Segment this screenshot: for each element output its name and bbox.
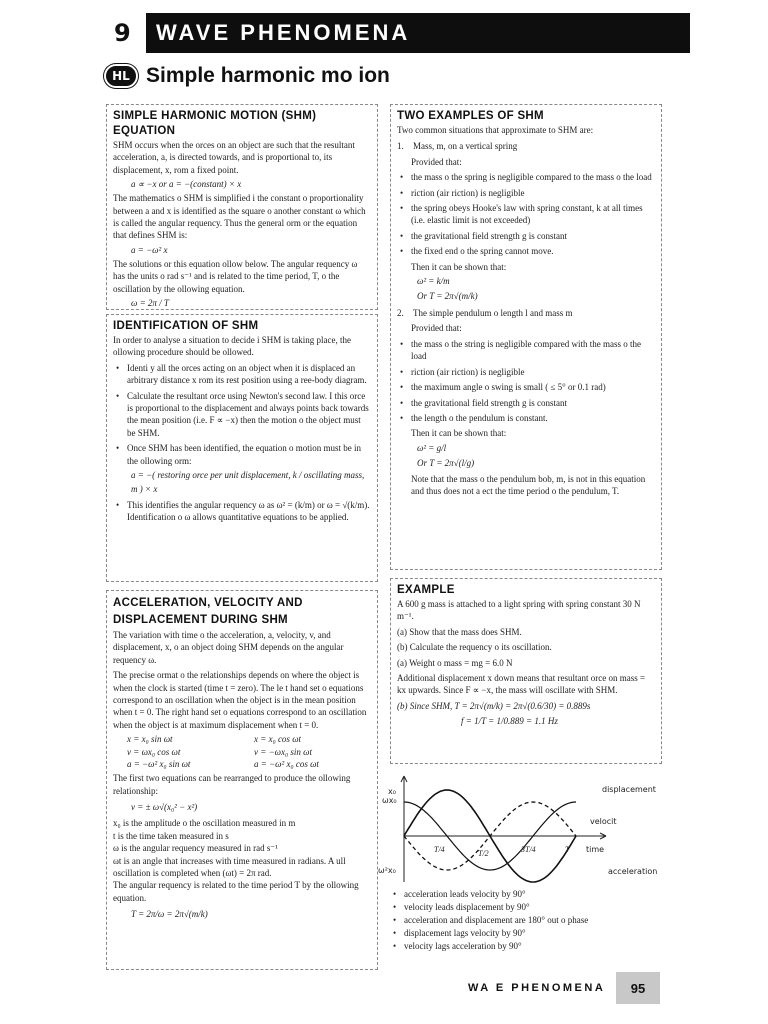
- label-velocity: velocit: [590, 817, 617, 826]
- two-examples-box: [390, 104, 662, 570]
- list-item: • the gravitational field strength g is constant: [397, 397, 655, 409]
- item-text: The simple pendulum o length l and mass m: [413, 308, 573, 319]
- list-item: • the spring obeys Hooke's law with spring constant, k at all times (i.e. elastic limit is not exceeded): [397, 202, 655, 227]
- label-acceleration: acceleration: [608, 867, 658, 876]
- equation: Or T = 2π√(l/g): [417, 457, 475, 468]
- question: (b) Calculate the requency o its oscillation.: [397, 642, 552, 653]
- list-item: • the fixed end o the spring cannot move.: [397, 245, 655, 257]
- box-heading: ACCELERATION, VELOCITY AND DISPLACEMENT DURING SHM: [113, 597, 303, 626]
- pendulum-conditions: [397, 338, 655, 424]
- paragraph: In order to analyse a situation to decide i SHM is taking place, the ollowing procedure should be ollowed.: [113, 335, 351, 358]
- tick-label: T/4: [434, 845, 445, 854]
- label: Provided that:: [411, 156, 462, 167]
- shm-equation-box: [106, 104, 378, 310]
- paragraph: The mathematics o SHM is simplified i the constant o proportionality between a and x is identified as the square o another constant ω which is called the angular requency. Thus the general orm or the equation that defines SHM is:: [113, 193, 366, 241]
- y-label-x0: x₀: [388, 787, 396, 796]
- paragraph: Note that the mass o the pendulum bob, m, is not in this equation and thus does not a ect the time period o the pendulum, T.: [411, 473, 646, 497]
- box-heading: SIMPLE HARMONIC MOTION (SHM) EQUATION: [113, 110, 317, 137]
- phase-note: • acceleration leads velocity by 90°: [392, 888, 662, 901]
- section-title: [104, 62, 390, 90]
- shm-graph: [374, 772, 666, 888]
- x-label: time: [586, 845, 605, 854]
- y-label-wx0: ωx₀: [382, 796, 397, 805]
- paragraph: The variation with time o the acceleration, a, velocity, v, and displacement, x, o an object doing SHM depends on the angular requency ω.: [113, 630, 344, 665]
- paragraph: The solutions or this equation ollow below. The angular requency ω has the units o rad s⁻¹ and is related to the time period, T, o the oscillation by the ollowing equation.: [113, 258, 358, 294]
- y-label-w2x0: ω²x₀: [378, 866, 396, 875]
- equation: a = −ω² x₀ sin ωt: [127, 759, 191, 770]
- answer: Additional displacement x down means that resultant orce on mass = kx upwards. Since F ∝ −x, the mass will oscillate with SHM.: [397, 673, 646, 696]
- label: Provided that:: [411, 323, 462, 334]
- equation: ω = 2π / T: [131, 298, 169, 309]
- phase-note: • acceleration and displacement are 180° out o phase: [392, 914, 662, 927]
- definition: x₀ is the amplitude o the oscillation measured in m: [113, 818, 296, 829]
- list-item: • This identifies the angular requency ω as ω² = (k/m) or ω = √(k/m). Identification o ω allows quantitative equations to be applied.: [113, 499, 371, 524]
- chapter-number: 9: [114, 19, 131, 47]
- page-number: 95: [616, 972, 660, 1004]
- definition: ωt is an angle that increases with time measured in radians. A ull oscillation is completed when (ωt) = 2π rad.: [113, 855, 346, 878]
- example-box: [390, 578, 662, 764]
- answer: f = 1/T = 1/0.889 = 1.1 Hz: [461, 716, 558, 727]
- list-item: • Identi y all the orces acting on an object when it is displaced an arbitrary distance x rom its rest position using a ree-body diagram.: [113, 362, 371, 387]
- list-item: • Calculate the resultant orce using Newton's second law. I this orce is proportional to the displacement and always points back towards the mean position (i.e. F ∝ −x) then the motion o the object must be SHM.: [113, 390, 371, 440]
- left-equations: [127, 733, 244, 770]
- equation: ω² = k/m: [417, 276, 450, 287]
- equation: v = ± ω√(x₀² − x²): [131, 802, 198, 813]
- paragraph: The precise ormat o the relationships depends on where the object is when the clock is started (time t = zero). The le t hand set o equations correspond to an oscillation when the object is in the mean position when t = 0. The right hand set o equations correspond to an oscillation when the object is at maximum displacement when t = 0.: [113, 670, 367, 730]
- identification-box: [106, 314, 378, 582]
- item-number: 2.: [397, 308, 404, 319]
- label: Then it can be shown that:: [411, 428, 507, 439]
- equation: a = −( restoring orce per unit displacement, k / oscillating mass, m ) × x: [131, 470, 365, 495]
- label: Then it can be shown that:: [411, 261, 507, 272]
- phase-note: • displacement lags velocity by 90°: [392, 927, 662, 940]
- equation: ω² = g/l: [417, 442, 447, 453]
- equation: x = x₀ cos ωt: [254, 734, 302, 745]
- tick-label: T: [565, 845, 570, 854]
- procedure-list: [113, 499, 371, 524]
- hl-badge: HL: [104, 64, 138, 88]
- paragraph: The angular requency is related to the time period T by the ollowing equation.: [113, 880, 359, 903]
- item-text: Mass, m, on a vertical spring: [413, 141, 518, 152]
- label-displacement: displacement: [602, 785, 656, 794]
- list-item: • riction (air riction) is negligible: [397, 187, 655, 199]
- question: (a) Show that the mass does SHM.: [397, 626, 522, 637]
- list-item: • the mass o the string is negligible compared with the mass o the load: [397, 338, 655, 363]
- list-item: • the maximum angle o swing is small ( ≤ 5° or 0.1 rad): [397, 381, 655, 393]
- box-heading: EXAMPLE: [397, 584, 455, 596]
- numbered-item: [397, 307, 655, 319]
- equation-columns: [113, 733, 371, 770]
- list-item: • the length o the pendulum is constant.: [397, 412, 655, 424]
- definition: ω is the angular requency measured in rad s⁻¹: [113, 843, 278, 854]
- box-heading: IDENTIFICATION OF SHM: [113, 320, 259, 332]
- box-heading: TWO EXAMPLES OF SHM: [397, 110, 544, 122]
- paragraph: The first two equations can be rearranged to produce the ollowing relationship:: [113, 773, 351, 796]
- chapter-header: [106, 13, 690, 53]
- equation: a = −ω² x: [131, 244, 168, 255]
- item-number: 1.: [397, 141, 404, 152]
- spring-conditions: [397, 171, 655, 257]
- chapter-title: WAVE PHENOMENA: [146, 13, 690, 53]
- footer-title: WA E PHENOMENA: [468, 982, 606, 994]
- equation: x = x₀ sin ωt: [127, 734, 173, 745]
- equation: a = −ω² x₀ cos ωt: [254, 759, 319, 770]
- list-item: • Once SHM has been identified, the equation o motion must be in the ollowing orm:: [113, 442, 371, 467]
- equation: v = ωx₀ cos ωt: [127, 746, 181, 757]
- equation: Or T = 2π√(m/k): [417, 291, 478, 302]
- numbered-item: [397, 140, 655, 152]
- list-item: • the gravitational field strength g is constant: [397, 230, 655, 242]
- answer: (b) Since SHM, T = 2π√(m/k) = 2π√(0.6/30) = 0.889s: [397, 700, 591, 711]
- list-item: • riction (air riction) is negligible: [397, 366, 655, 378]
- equation: a ∝ −x or a = −(constant) × x: [131, 179, 242, 190]
- answer: (a) Weight o mass = mg = 6.0 N: [397, 657, 513, 668]
- phase-notes: [392, 888, 662, 953]
- definition: t is the time taken measured in s: [113, 830, 229, 841]
- equation: v = −ωx₀ sin ωt: [254, 746, 312, 757]
- procedure-list: [113, 362, 371, 467]
- page-footer: [468, 972, 660, 1004]
- paragraph: SHM occurs when the orces on an object are such that the resultant acceleration, a, is directed towards, and is proportional to, its displacement, x, rom a fixed point.: [113, 140, 355, 175]
- phase-note: • velocity leads displacement by 90°: [392, 901, 662, 914]
- equation: T = 2π/ω = 2π√(m/k): [131, 909, 208, 920]
- section-title-text: Simple harmonic mo ion: [146, 64, 390, 87]
- phase-list: [392, 888, 662, 953]
- right-equations: [254, 733, 371, 770]
- phase-note: • velocity lags acceleration by 90°: [392, 940, 662, 953]
- acceleration-box: [106, 590, 378, 970]
- tick-label: 3T/4: [521, 845, 536, 854]
- tick-label: T/2: [478, 849, 489, 858]
- list-item: • the mass o the spring is negligible compared to the mass o the load: [397, 171, 655, 183]
- paragraph: A 600 g mass is attached to a light spring with spring constant 30 N m⁻¹.: [397, 599, 641, 622]
- paragraph: Two common situations that approximate to SHM are:: [397, 125, 594, 135]
